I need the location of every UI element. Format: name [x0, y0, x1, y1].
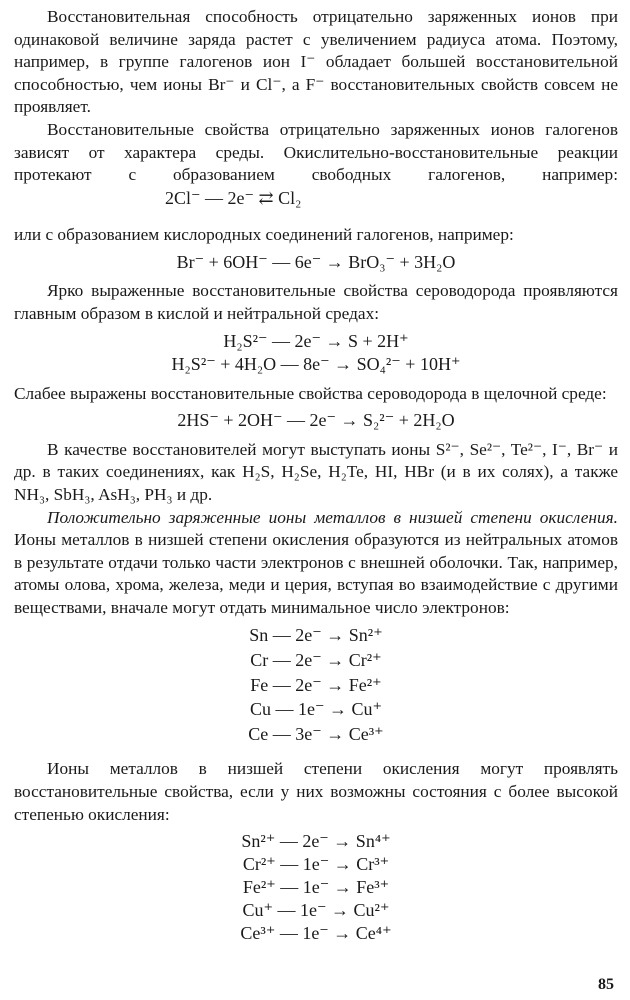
- equation-chloride-to-chlorine: 2Cl⁻ — 2e⁻ ⇄ Cl₂: [165, 187, 302, 208]
- paragraph-reducing-ions: В качестве восстановителей могут выступать ионы S²⁻, Se²⁻, Te²⁻, I⁻, Br⁻ и др. в таких соединениях, как H₂S, H₂Se, H₂Te, HI, HBr (и в их солях), а также NH₃, SbH₃, AsH₃, PH₃ и др.: [14, 439, 618, 504]
- equation-iron-oxidation: Fe — 2e⁻ → Fe²⁺: [250, 674, 382, 695]
- equation-chromium-further: Cr²⁺ — 1e⁻ → Cr³⁺: [242, 854, 390, 875]
- paragraph-h2s-alkaline: Слабее выражены восстановительные свойства сероводорода в щелочной среде:: [14, 383, 607, 403]
- paragraph-h2s-acid: Ярко выраженные восстановительные свойства сероводорода проявляются главным образом в кислой и нейтральной средах:: [14, 281, 618, 324]
- equation-cerium-further: Ce³⁺ — 1e⁻ → Ce⁴⁺: [240, 923, 392, 944]
- equation-cerium-oxidation: Ce — 3e⁻ → Ce³⁺: [248, 723, 384, 744]
- paragraph-halogen-medium: [14, 119, 618, 210]
- paragraph-oxygen-compounds: или с образованием кислородных соединений галогенов, например:: [14, 225, 514, 245]
- equation-h2s-to-sulfate: H₂S²⁻ + 4H₂O — 8e⁻ → SO₄²⁻ + 10H⁺: [171, 354, 461, 375]
- paragraph-higher-oxidation: Ионы металлов в низшей степени окисления могут проявлять восстановительные свойства, если у них возможны состояния с более высокой степенью окисления:: [14, 759, 618, 824]
- equation-h2s-to-sulfur: H₂S²⁻ — 2e⁻ → S + 2H⁺: [223, 330, 409, 351]
- equation-block-alkaline: [14, 409, 618, 433]
- equation-iron-further: Fe²⁺ — 1e⁻ → Fe³⁺: [242, 877, 390, 898]
- equation-tin-oxidation: Sn — 2e⁻ → Sn²⁺: [249, 625, 383, 646]
- equation-block-metals-high: [14, 830, 618, 945]
- paragraph-metal-ions-text: Ионы металлов в низшей степени окисления образуются из нейтральных атомов в результате отдачи только части электронов с внешней оболочки. Так, например, атомы олова, хрома, железа, меди и церия, вступая во взаимодействие с другими веществами, вначале могут отдать минимальное число электронов:: [14, 530, 618, 617]
- paragraph-anion-radius: Восстановительная способность отрицательно заряженных ионов при одинаковой величине заряда растет с увеличением радиуса атома. Поэтому, например, в группе галогенов ион I⁻ обладает большей восстановительной способностью, чем ионы Br⁻ и Cl⁻, а F⁻ восстановительных свойств совсем не проявляет.: [14, 7, 618, 117]
- equation-chromium-oxidation: Cr — 2e⁻ → Cr²⁺: [250, 650, 382, 671]
- paragraph-halogen-medium-text: Восстановительные свойства отрицательно заряженных ионов галогенов зависят от характера среды. Окислительно-восстановительные реакции протекают с образованием свободных галогенов, например:: [14, 119, 618, 185]
- book-page: [14, 6, 618, 994]
- equation-tin-further: Sn²⁺ — 2e⁻ → Sn⁴⁺: [241, 831, 391, 852]
- equation-copper-further: Cu⁺ — 1e⁻ → Cu²⁺: [242, 900, 390, 921]
- paragraph-metal-ions-heading: Положительно заряженные ионы металлов в низшей степени окисления.: [47, 507, 618, 527]
- equation-block-h2s-acid: [14, 330, 618, 377]
- page-number: 85: [598, 976, 614, 993]
- paragraph-metal-ions: [14, 507, 618, 620]
- equation-hs-to-disulfide: 2HS⁻ + 2OH⁻ — 2e⁻ → S₂²⁻ + 2H₂O: [177, 410, 455, 431]
- equation-copper-oxidation: Cu — 1e⁻ → Cu⁺: [249, 699, 382, 720]
- equation-block-metals-low: [14, 623, 618, 746]
- equation-bromide-to-bromate: Br⁻ + 6OH⁻ — 6e⁻ → BrO₃⁻ + 3H₂O: [176, 251, 456, 272]
- equation-block-bromide: [14, 251, 618, 275]
